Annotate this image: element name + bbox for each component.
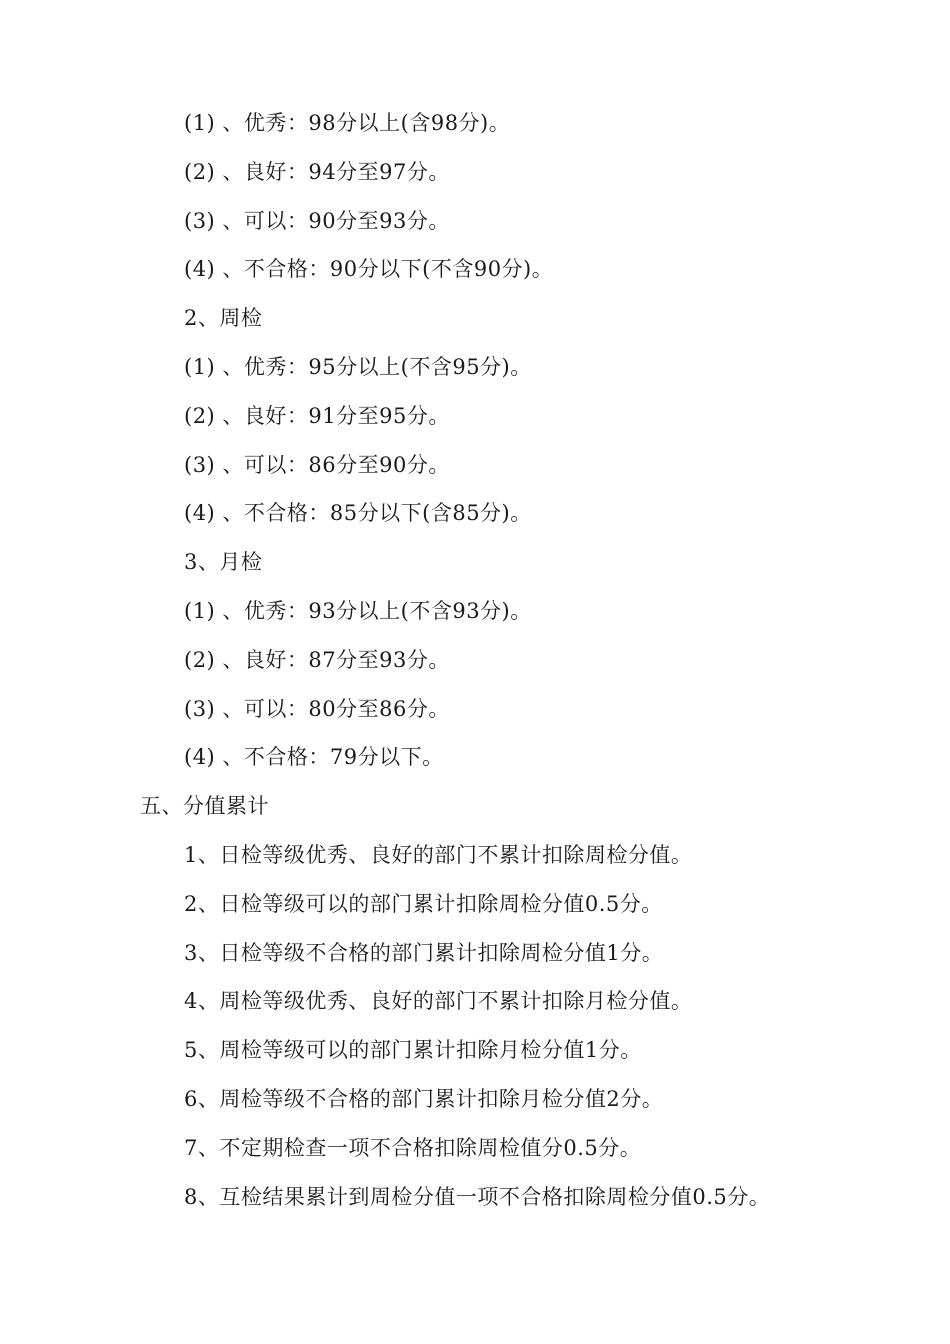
- rule-6-line: 6、周检等级不合格的部门累计扣除月检分值2分。: [184, 1087, 664, 1111]
- monthly-excellent-line: (1) 、优秀：93分以上(不含93分)。: [184, 599, 532, 623]
- rule-1-line: 1、日检等级优秀、良好的部门不累计扣除周检分值。: [184, 843, 693, 867]
- weekly-fail-line: (4) 、不合格：85分以下(含85分)。: [184, 501, 532, 525]
- rule-3-line: 3、日检等级不合格的部门累计扣除周检分值1分。: [184, 941, 664, 965]
- weekly-good-line: (2) 、良好：91分至95分。: [184, 404, 450, 428]
- rule-7-line: 7、不定期检查一项不合格扣除周检值分0.5分。: [184, 1136, 642, 1160]
- monthly-fail-line: (4) 、不合格：79分以下。: [184, 745, 444, 769]
- rule-5-line: 5、周检等级可以的部门累计扣除月检分值1分。: [184, 1038, 642, 1062]
- daily-fail-line: (4) 、不合格：90分以下(不含90分)。: [184, 257, 554, 281]
- rule-2-line: 2、日检等级可以的部门累计扣除周检分值0.5分。: [184, 892, 663, 916]
- daily-excellent-line: (1) 、优秀：98分以上(含98分)。: [184, 111, 511, 135]
- weekly-heading: 2、周检: [184, 306, 263, 330]
- monthly-heading: 3、月检: [184, 550, 263, 574]
- section-five-heading: 五、分值累计: [140, 794, 269, 818]
- weekly-excellent-line: (1) 、优秀：95分以上(不含95分)。: [184, 355, 532, 379]
- rule-8-line: 8、互检结果累计到周检分值一项不合格扣除周检分值0.5分。: [184, 1185, 771, 1209]
- rule-4-line: 4、周检等级优秀、良好的部门不累计扣除月检分值。: [184, 989, 693, 1013]
- daily-acceptable-line: (3) 、可以：90分至93分。: [184, 209, 450, 233]
- monthly-good-line: (2) 、良好：87分至93分。: [184, 648, 450, 672]
- monthly-acceptable-line: (3) 、可以：80分至86分。: [184, 697, 450, 721]
- daily-good-line: (2) 、良好：94分至97分。: [184, 160, 450, 184]
- weekly-acceptable-line: (3) 、可以：86分至90分。: [184, 453, 450, 477]
